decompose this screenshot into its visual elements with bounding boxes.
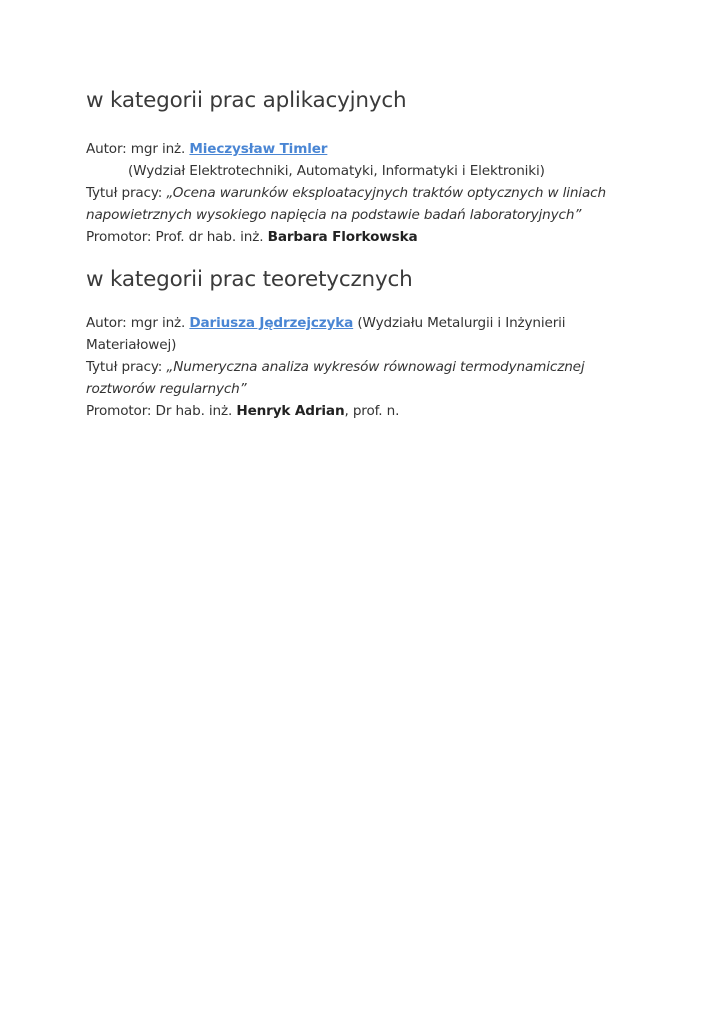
promotor-name: Barbara Florkowska — [267, 229, 418, 245]
work-title-prefix: Tytuł pracy: — [86, 359, 167, 375]
author-link[interactable]: Dariusza Jędrzejczyka — [189, 315, 354, 331]
award-entry-applied — [86, 138, 646, 248]
promotor-line — [86, 400, 646, 422]
author-link[interactable]: Mieczysław Timler — [189, 141, 328, 157]
section-heading-applied: w kategorii prac aplikacyjnych — [86, 88, 407, 113]
award-entry-theoretical — [86, 312, 646, 422]
promotor-line — [86, 226, 646, 248]
promotor-suffix: , prof. n. — [344, 403, 400, 419]
document-page — [86, 86, 646, 422]
work-title-line — [86, 356, 646, 400]
work-title-prefix: Tytuł pracy: — [86, 185, 167, 201]
author-line — [86, 312, 646, 356]
work-title: „Ocena warunków eksploatacyjnych traktów optycznych w liniach napowietrznych wysokiego napięcia na podstawie badań laboratoryjnych” — [86, 185, 606, 223]
section-heading-theoretical: w kategorii prac teoretycznych — [86, 267, 413, 292]
faculty-line: (Wydział Elektrotechniki, Automatyki, Informatyki i Elektroniki) — [128, 163, 545, 179]
promotor-name: Henryk Adrian — [236, 403, 345, 419]
author-prefix: Autor: mgr inż. — [86, 141, 190, 157]
faculty: (Wydziału Metalurgii i Inżynierii Materiałowej) — [86, 315, 566, 353]
work-title-line — [86, 182, 646, 226]
promotor-prefix: Promotor: Dr hab. inż. — [86, 403, 237, 419]
promotor-prefix: Promotor: Prof. dr hab. inż. — [86, 229, 268, 245]
author-prefix: Autor: mgr inż. — [86, 315, 190, 331]
author-line — [86, 138, 646, 160]
work-title: „Numeryczna analiza wykresów równowagi termodynamicznej roztworów regularnych” — [86, 359, 585, 397]
